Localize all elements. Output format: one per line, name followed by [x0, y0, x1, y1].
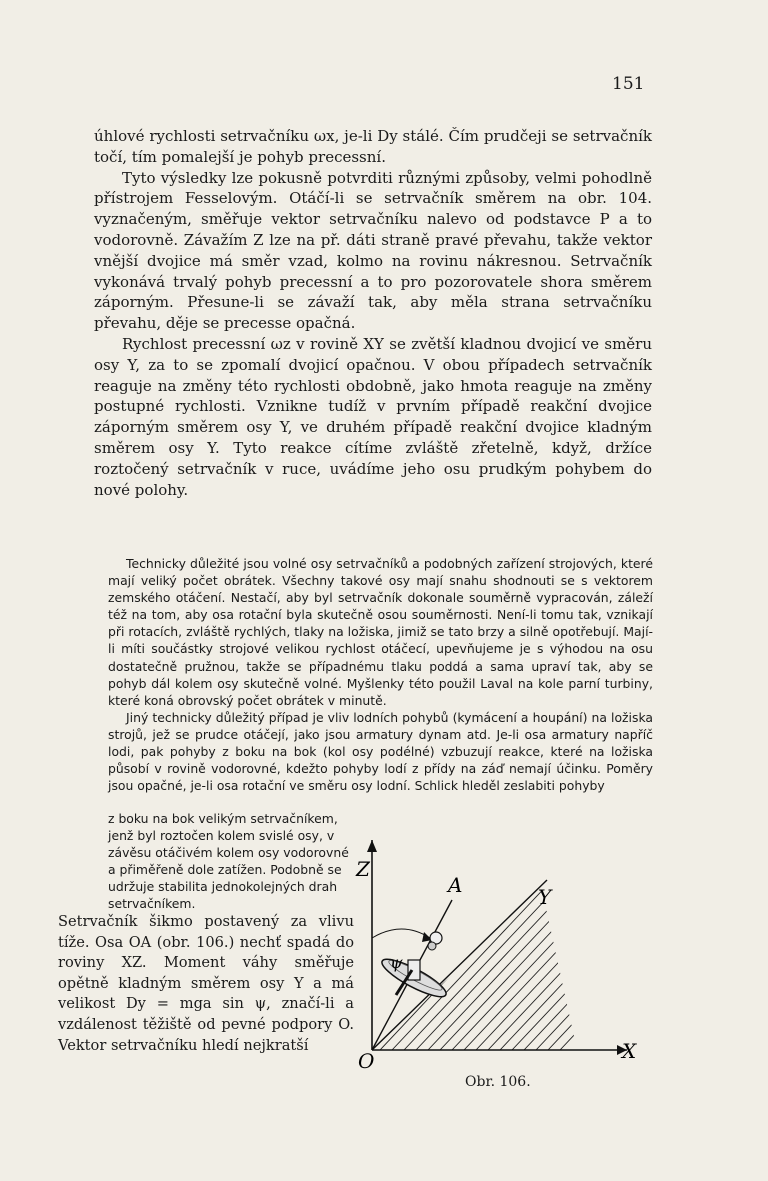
- small-print-text: [108, 555, 653, 794]
- label-o: O: [358, 1049, 375, 1073]
- figure-caption: Obr. 106.: [465, 1074, 531, 1090]
- label-x: X: [622, 1039, 637, 1063]
- label-a: A: [448, 873, 463, 897]
- z-arrow-icon: [367, 840, 377, 852]
- figure-106-diagram: [352, 820, 652, 1075]
- label-y: Y: [538, 885, 552, 909]
- paragraph-3: Rychlost precessní ωz v rovině XY se zvětší kladnou dvojicí ve směru osy Y, za to se zpomalí dvojicí opačnou. V obou případech setrvačník reaguje na změny této rychlosti obdobně, jako hmota reaguje na změny postupné rychlosti. Vznikne tudíž v prvním případě reakční dvojice záporným směrem osy Y, ve druhém případě reakční dvojice kladným směrem osy Y. Tyto reakce cítíme zvláště zřetelně, když, držíce roztočený setrvačník v ruce, uvádíme jeho osu prudkým pohybem do nové polohy.: [94, 334, 652, 499]
- bottom-text: [58, 912, 354, 1056]
- paragraph-2: Tyto výsledky lze pokusně potvrditi různými způsoby, velmi pohodlně přístrojem Fesselovým. Otáčí-li se setrvačník směrem na obr. 104. vyznačeným, směřuje vektor setrvačníku nalevo od podstavce P a to vodorovně. Závažím Z lze na př. dáti straně pravé převahu, takže vektor vnější dvojice má směr vzad, kolmo na rovinu nákresnou. Setrvačník vykonává trvalý pohyb precessní a to pro pozorovatele shora směrem záporným. Přesune-li se závaží tak, aby měla strana setrvačníku převahu, děje se precesse opačná.: [94, 168, 652, 333]
- hatched-plane: [380, 880, 652, 1050]
- label-psi: ψ: [390, 953, 403, 972]
- bottom-paragraph: Setrvačník šikmo postavený za vlivu tíže. Osa OA (obr. 106.) nechť spadá do roviny XZ. Moment váhy směřuje opětně kladným směrem osy Y a má velikost Dy = mga sin ψ, značí-li a vzdálenost těžiště od pevné podpory O. Vektor setrvačníku hledí nejkratší: [58, 913, 354, 1054]
- main-text: [94, 126, 652, 500]
- small-paragraph-2: Jiný technicky důležitý případ je vliv lodních pohybů (kymácení a houpání) na ložiska strojů, jež se prudce otáčejí, jako jsou armatury dynam atd. Je-li osa armatury napříč lodi, pak pohyby z boku na bok (kol osy podélné) vzbuzují reakce, které na ložiska působí v rovině vodorovné, kdežto pohyby lodí z přídy na záď nemají účinku. Poměry jsou opačné, je-li osa rotační ve směru osy lodní. Schlick hleděl zeslabiti pohyby: [108, 709, 653, 794]
- page-number: 151: [612, 74, 645, 94]
- small-paragraph-1: Technicky důležité jsou volné osy setrvačníků a podobných zařízení strojových, které mají veliký počet obrátek. Všechny takové osy mají snahu shodnouti se s vektorem zemského otáčení. Nestačí, aby byl setrvačník dokonale souměrně vypracován, záleží též na tom, aby osa rotační byla skutečně osou souměrnosti. Není-li tomu tak, vznikají při rotacích, zvláště rychlých, tlaky na ložiska, jimiž se tato brzy a silně opotřebují. Mají-li míti součástky strojové velikou rychlost otáčecí, upevňujeme je s výhodou na osu dostatečně pružnou, takže se případnému tlaku poddá a sama upraví tak, aby se pohyb dál kolem osy skutečně volné. Myšlenky této použil Laval na kole parní turbiny, které koná obrovský počet obrátek v minutě.: [108, 556, 653, 708]
- psi-arc: [372, 929, 430, 938]
- label-z: Z: [356, 857, 370, 881]
- narrow-text: z boku na bok velikým setrvačníkem, jenž byl roztočen kolem svislé osy, v závěsu otáčivém kolem osy vodorovné a přiměřeně dole zatížen. Podobně se udržuje stabilita jednokolejných drah setrvačníkem.: [108, 811, 349, 912]
- figure-106: [352, 820, 652, 1079]
- gyroscope-icon: [378, 932, 450, 1003]
- paragraph-1: úhlové rychlosti setrvačníku ωx, je-li Dy stálé. Čím prudčeji se setrvačník točí, tím pomalejší je pohyb precessní.: [94, 127, 652, 166]
